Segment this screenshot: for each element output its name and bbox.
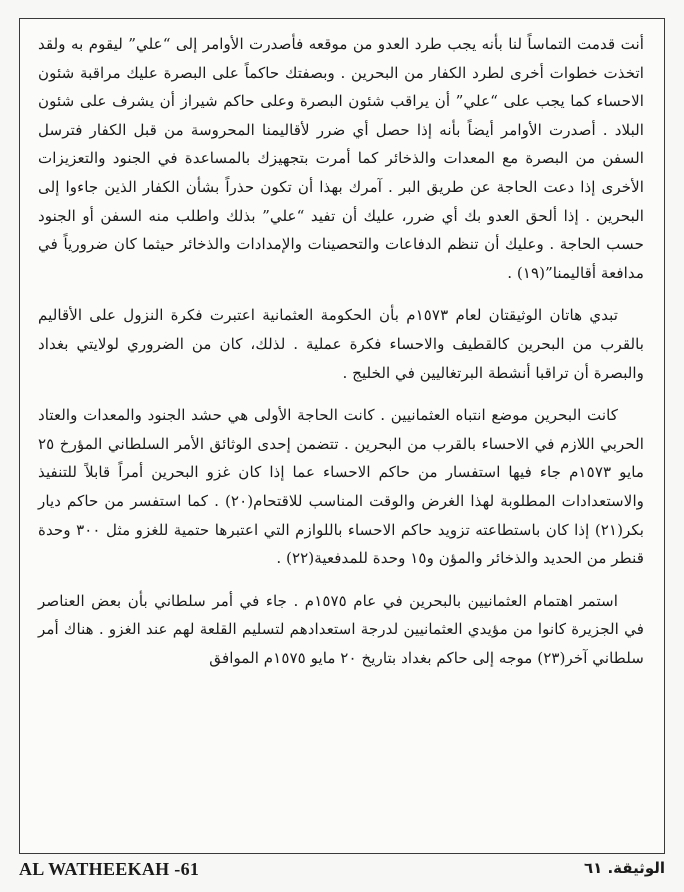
body-text [38, 30, 644, 672]
paragraph-bahrain-attention: كانت البحرين موضع انتباه العثمانيين . كانت الحاجة الأولى هي حشد الجنود والمعدات والعتاد الحربي اللازم في الاحساء بالقرب من البحرين . تتضمن إحدى الوثائق الأمر السلطاني المؤرخ ٢٥ مايو ١٥٧٣م جاء فيها استفسار من حاكم الاحساء عما إذا كان غزو البحرين أمراً قابلاً للتنفيذ والاستعدادات المطلوبة لهذا الغرض والوقت المناسب للاقتحام(٢٠) . كما استفسر من حاكم ديار بكر(٢١) إذا كان باستطاعته تزويد حاكم الاحساء باللوازم التي اعتبرها حتمية للغزو مثل ٣٠٠ وحدة قنطر من الحديد والذخائر والمؤن و١٥ وحدة للمدفعية(٢٢) . [38, 406, 644, 568]
paragraph-1575-interest: استمر اهتمام العثمانيين بالبحرين في عام ١٥٧٥م . جاء في أمر سلطاني بأن بعض العناصر في الجزيرة كانوا من مؤيدي العثمانيين لدرجة استعدادهم لتسليم القلعة لهم عند الغزو . هناك أمر سلطاني آخر(٢٣) موجه إلى حاكم بغداد بتاريخ ٢٠ مايو ١٥٧٥م الموافق [38, 591, 644, 667]
page-footer [19, 855, 665, 885]
footer-journal-title-english: AL WATHEEKAH -61 [19, 859, 200, 879]
footer-journal-title-arabic: الوثيقة. ٦١ [583, 859, 665, 877]
paragraph-quote-continuation: أنت قدمت التماساً لنا بأنه يجب طرد العدو من موقعه فأصدرت الأوامر إلى “علي” ليقوم به ولقد اتخذت خطوات أخرى لطرد الكفار من البحرين . وبصفتك حاكماً على البصرة عليك مراقبة شئون الاحساء كما يجب على “علي” أن يراقب شئون البصرة وعلى حاكم شيراز أن يشرف على شئون البلاد . أصدرت الأوامر أيضاً بأنه إذا حصل أي ضرر لأقاليمنا المحروسة من قبل الكفار فترسل السفن من البصرة مع المعدات والذخائر كما أمرت بتجهيزك بالمساعدة في الجنود والتعزيزات الأخرى إذا دعت الحاجة عن طريق البر . آمرك بهذا أن تكون حذراً بشأن الكفار الذين جاءوا إلى البحرين . إذا ألحق العدو بك أي ضرر، عليك أن تفيد “علي” بذلك واطلب منه السفن أو الجنود حسب الحاجة . وعليك أن تنظم الدفاعات والتحصينات والإمدادات والذخائر حيثما كان ضرورياً في مدافعة أقاليمنا”(١٩) . [38, 35, 644, 282]
paragraph-documents-1573: تبدي هاتان الوثيقتان لعام ١٥٧٣م بأن الحكومة العثمانية اعتبرت فكرة النزول على الأقاليم بالقرب من البحرين كالقطيف والاحساء فكرة عملية . لذلك، كان من الضروري لولايتي بغداد والبصرة أن تراقبا أنشطة البرتغاليين في الخليج . [38, 306, 644, 382]
